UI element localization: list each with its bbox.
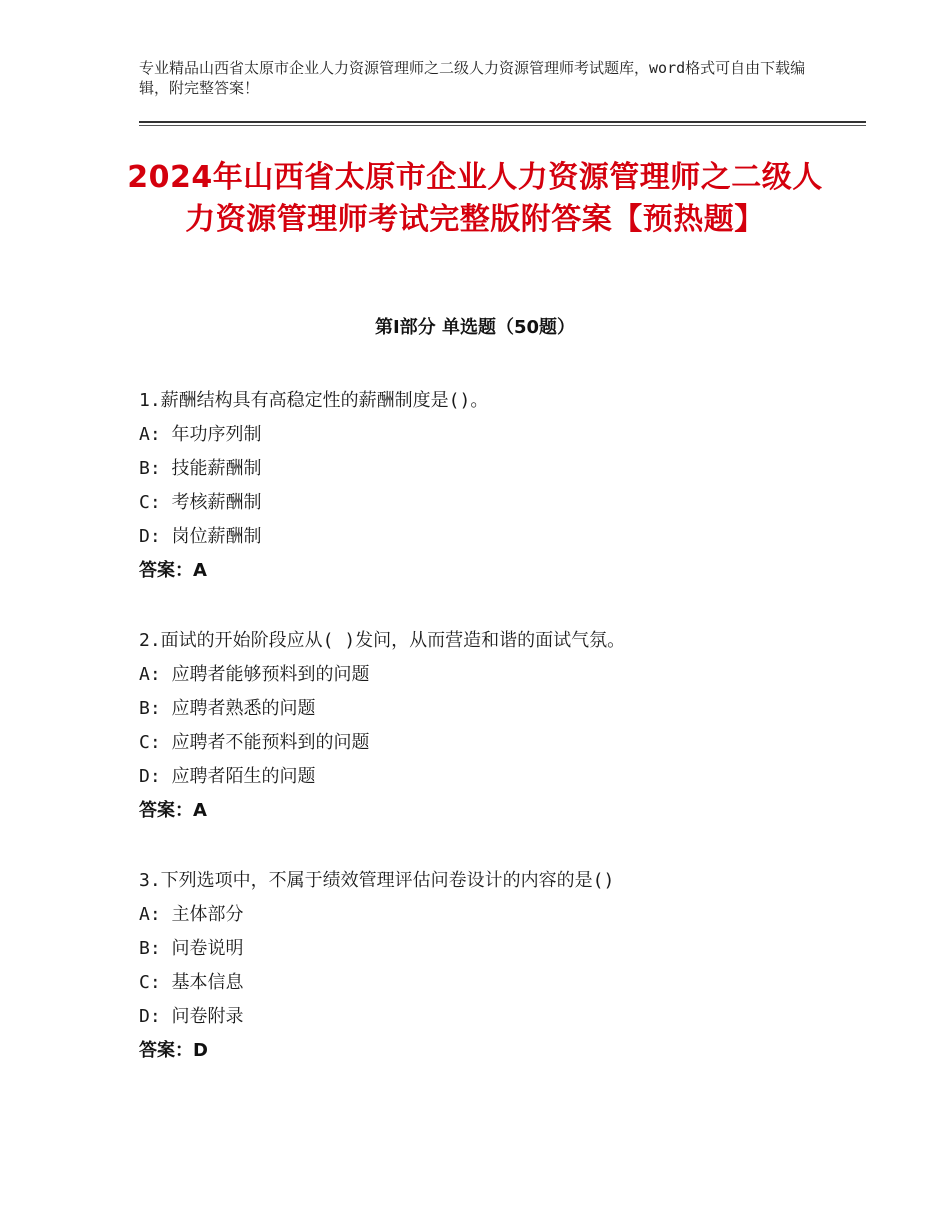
document-title: 2024年山西省太原市企业人力资源管理师之二级人力资源管理师考试完整版附答案【预热题】 (127, 160, 823, 237)
question-3 (139, 864, 839, 1068)
header-note: 专业精品山西省太原市企业人力资源管理师之二级人力资源管理师考试题库，word格式可自由下载编辑，附完整答案！ (139, 59, 806, 97)
section-heading: 第Ⅰ部分 单选题（50题） (374, 317, 575, 338)
question-2 (139, 624, 839, 828)
option-a: A: 应聘者能够预料到的问题 (139, 664, 370, 685)
option-d: D: 岗位薪酬制 (139, 526, 262, 547)
option-c: C: 考核薪酬制 (139, 492, 262, 513)
option-a: A: 年功序列制 (139, 424, 262, 445)
option-d: D: 问卷附录 (139, 1006, 244, 1027)
option-c: C: 基本信息 (139, 972, 244, 993)
option-a: A: 主体部分 (139, 904, 244, 925)
question-list (139, 384, 839, 1104)
question-1 (139, 384, 839, 588)
option-b: B: 问卷说明 (139, 938, 244, 959)
answer-label: 答案：D (139, 1040, 208, 1061)
option-c: C: 应聘者不能预料到的问题 (139, 732, 370, 753)
question-stem: 1.薪酬结构具有高稳定性的薪酬制度是()。 (139, 390, 489, 411)
header-divider-thin (139, 125, 866, 126)
question-stem: 3.下列选项中，不属于绩效管理评估问卷设计的内容的是() (139, 870, 615, 891)
option-b: B: 应聘者熟悉的问题 (139, 698, 316, 719)
header-divider-thick (139, 121, 866, 123)
answer-label: 答案：A (139, 560, 207, 581)
option-d: D: 应聘者陌生的问题 (139, 766, 316, 787)
question-stem: 2.面试的开始阶段应从( )发问，从而营造和谐的面试气氛。 (139, 630, 626, 651)
answer-label: 答案：A (139, 800, 207, 821)
option-b: B: 技能薪酬制 (139, 458, 262, 479)
